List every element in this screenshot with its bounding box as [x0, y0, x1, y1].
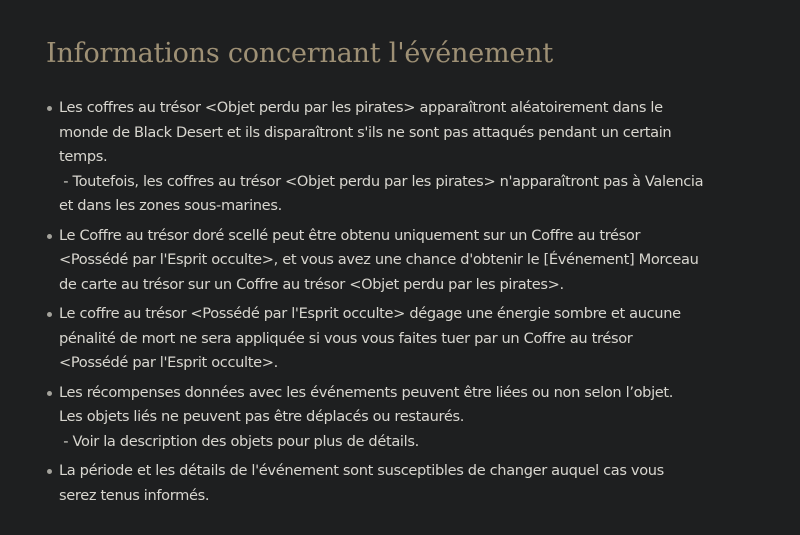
event-info-text-line: Les objets liés ne peuvent pas être déplacés ou restaurés.	[59, 408, 464, 425]
event-info-text-line: <Possédé par l'Esprit occulte>, et vous avez une chance d'obtenir le [Événement] Morceau	[59, 251, 699, 268]
event-info-text-line: monde de Black Desert et ils disparaîtront s'ils ne sont pas attaqués pendant un certain	[59, 123, 672, 141]
bullet-icon	[47, 312, 52, 317]
event-info-item-4	[59, 381, 759, 455]
event-info-title: Informations concernant l'événement	[46, 38, 554, 69]
event-info-text-line: de carte au trésor sur un Coffre au trésor <Objet perdu par les pirates>.	[59, 275, 564, 293]
bullet-icon	[47, 234, 52, 239]
event-info-item-1	[59, 96, 759, 219]
event-info-text-line: <Possédé par l'Esprit occulte>.	[59, 354, 278, 371]
event-info-note-line: - Toutefois, les coffres au trésor <Objet perdu par les pirates> n'apparaîtront pas à Valencia	[59, 172, 704, 190]
event-info-item-2	[59, 224, 759, 298]
event-info-text-line: Le coffre au trésor <Possédé par l'Esprit occulte> dégage une énergie sombre et aucune	[59, 305, 681, 322]
event-info-list	[59, 96, 759, 513]
bullet-icon	[47, 469, 52, 474]
event-info-text-line: pénalité de mort ne sera appliquée si vous vous faites tuer par un Coffre au trésor	[59, 329, 633, 347]
bullet-icon	[47, 391, 52, 396]
event-info-text-line: Les coffres au trésor <Objet perdu par les pirates> apparaîtront aléatoirement dans le	[59, 99, 663, 116]
event-info-note-line: - Voir la description des objets pour plus de détails.	[59, 432, 419, 450]
event-info-item-5	[59, 459, 759, 508]
event-info-text-line: serez tenus informés.	[59, 486, 210, 504]
event-info-item-3	[59, 302, 759, 376]
event-info-text-line: temps.	[59, 148, 108, 165]
event-info-text-line: et dans les zones sous-marines.	[59, 197, 282, 214]
bullet-icon	[47, 106, 52, 111]
event-info-text-line: Le Coffre au trésor doré scellé peut être obtenu uniquement sur un Coffre au trésor	[59, 226, 641, 244]
event-info-text-line: Les récompenses données avec les événements peuvent être liées ou non selon l’objet.	[59, 383, 674, 401]
event-info-text-line: La période et les détails de l'événement sont susceptibles de changer auquel cas vous	[59, 462, 664, 479]
